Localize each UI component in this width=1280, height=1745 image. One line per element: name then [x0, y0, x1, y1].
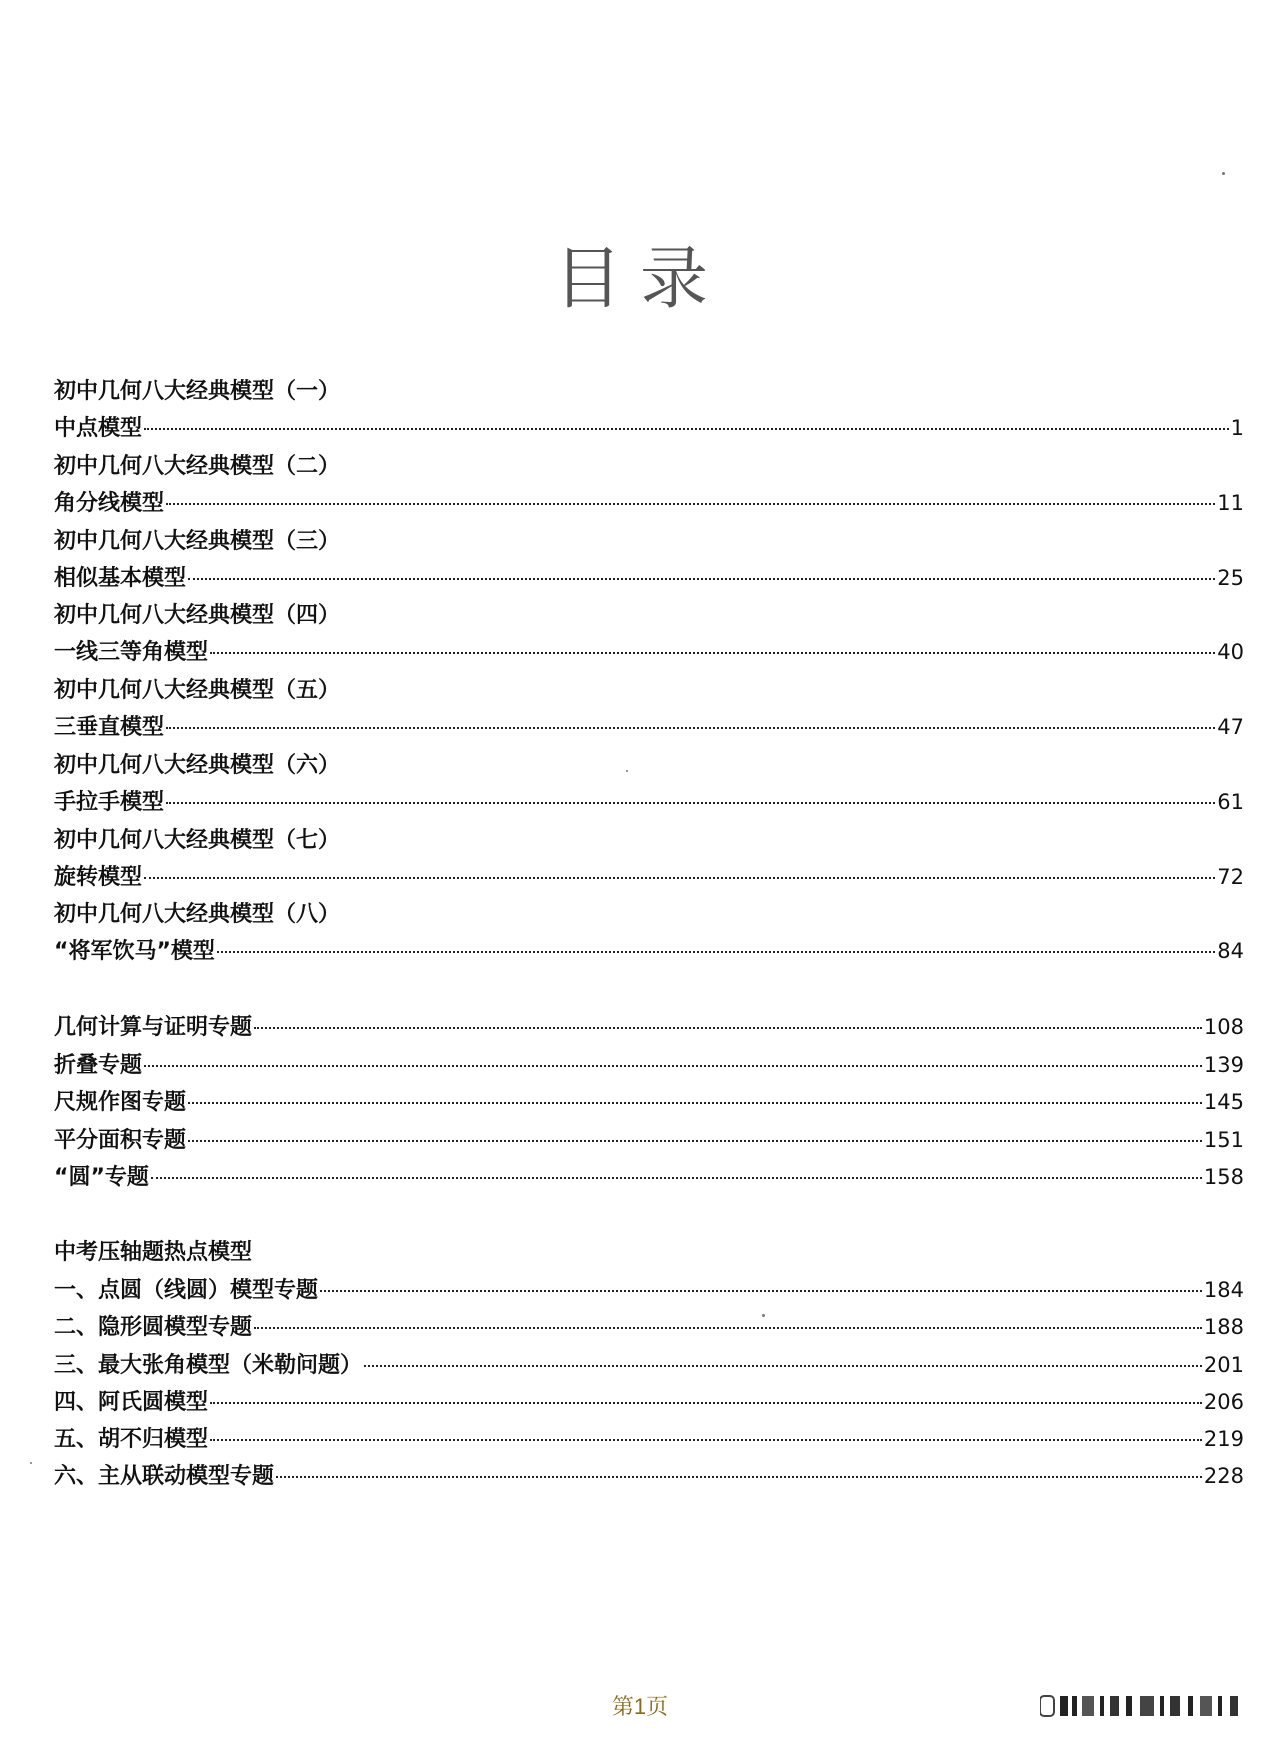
scan-speck [1222, 172, 1225, 175]
leader-dots [217, 951, 1215, 953]
toc-entry[interactable]: 五、胡不归模型 219 [54, 1421, 1244, 1457]
leader-dots [166, 802, 1215, 804]
toc-entry[interactable]: 几何计算与证明专题 108 [54, 1009, 1244, 1045]
page-number: 158 [1203, 1165, 1244, 1189]
scan-barcode-mark [1040, 1692, 1260, 1720]
leader-dots [166, 727, 1215, 729]
toc-entry[interactable]: 手拉手模型 61 [54, 784, 1244, 820]
toc-section-heading: 初中几何八大经典模型（七） [54, 828, 341, 853]
leader-dots [188, 578, 1215, 580]
page-number: 139 [1203, 1053, 1244, 1077]
page-footer: 第1页 [611, 1694, 669, 1719]
toc-section-heading: 初中几何八大经典模型（八） [54, 902, 341, 927]
page-number: 25 [1217, 566, 1244, 590]
page-number: 72 [1217, 865, 1244, 889]
page-number: 11 [1217, 491, 1244, 515]
toc-entry[interactable]: 三垂直模型 47 [54, 709, 1244, 745]
toc-section-heading: 初中几何八大经典模型（五） [54, 678, 341, 703]
page-number: 188 [1203, 1315, 1244, 1339]
toc-entry[interactable]: 角分线模型 11 [54, 485, 1244, 521]
page-number: 61 [1217, 790, 1244, 814]
toc-entry[interactable]: “圆”专题 158 [54, 1159, 1244, 1195]
leader-dots [364, 1365, 1202, 1367]
leader-dots [276, 1476, 1202, 1478]
page-number: 201 [1203, 1353, 1244, 1377]
toc-section-heading: 初中几何八大经典模型（六） [54, 753, 341, 778]
page-title: 目录 [553, 240, 726, 319]
toc-section-heading: 初中几何八大经典模型（二） [54, 454, 341, 479]
page-number: 84 [1217, 939, 1244, 963]
toc-entry[interactable]: 二、隐形圆模型专题 188 [54, 1309, 1244, 1345]
toc-entry[interactable]: 一线三等角模型 40 [54, 634, 1244, 670]
toc-entry[interactable]: 折叠专题 139 [54, 1047, 1244, 1083]
leader-dots [144, 428, 1229, 430]
leader-dots [254, 1327, 1202, 1329]
page-number: 206 [1203, 1390, 1244, 1414]
toc-section-heading: 初中几何八大经典模型（一） [54, 379, 341, 404]
toc-section-heading: 初中几何八大经典模型（四） [54, 603, 341, 628]
page-number: 151 [1203, 1128, 1244, 1152]
toc-entry[interactable]: 尺规作图专题 145 [54, 1084, 1244, 1120]
leader-dots [210, 652, 1215, 654]
leader-dots [166, 503, 1215, 505]
toc-entry[interactable]: 一、点圆（线圆）模型专题 184 [54, 1272, 1244, 1308]
toc-entry[interactable]: 平分面积专题 151 [54, 1122, 1244, 1158]
leader-dots [144, 877, 1215, 879]
leader-dots [320, 1290, 1202, 1292]
leader-dots [144, 1065, 1202, 1067]
leader-dots [254, 1027, 1202, 1029]
toc-entry[interactable]: 六、主从联动模型专题 228 [54, 1458, 1244, 1494]
leader-dots [210, 1439, 1202, 1441]
toc-entry[interactable]: 旋转模型 72 [54, 859, 1244, 895]
scan-speck [626, 770, 628, 772]
scan-speck [762, 1314, 765, 1317]
leader-dots [151, 1177, 1202, 1179]
toc-entry[interactable]: 四、阿氏圆模型 206 [54, 1384, 1244, 1420]
page-number: 228 [1203, 1464, 1244, 1488]
leader-dots [188, 1140, 1202, 1142]
toc-entry[interactable]: 相似基本模型 25 [54, 560, 1244, 596]
page-number: 40 [1217, 640, 1244, 664]
leader-dots [188, 1102, 1202, 1104]
scan-speck [30, 1462, 32, 1464]
leader-dots [210, 1402, 1202, 1404]
toc-section-heading: 初中几何八大经典模型（三） [54, 529, 341, 554]
toc-section-heading: 中考压轴题热点模型 [54, 1240, 253, 1265]
page-number: 184 [1203, 1278, 1244, 1302]
toc-entry[interactable]: “将军饮马”模型 84 [54, 933, 1244, 969]
page-number: 108 [1203, 1015, 1244, 1039]
toc-entry[interactable]: 三、最大张角模型（米勒问题） 201 [54, 1347, 1244, 1383]
page-number: 145 [1203, 1090, 1244, 1114]
toc-entry[interactable]: 中点模型 1 [54, 410, 1244, 446]
page-number: 1 [1230, 416, 1244, 440]
page-number: 219 [1203, 1427, 1244, 1451]
page-number: 47 [1217, 715, 1244, 739]
